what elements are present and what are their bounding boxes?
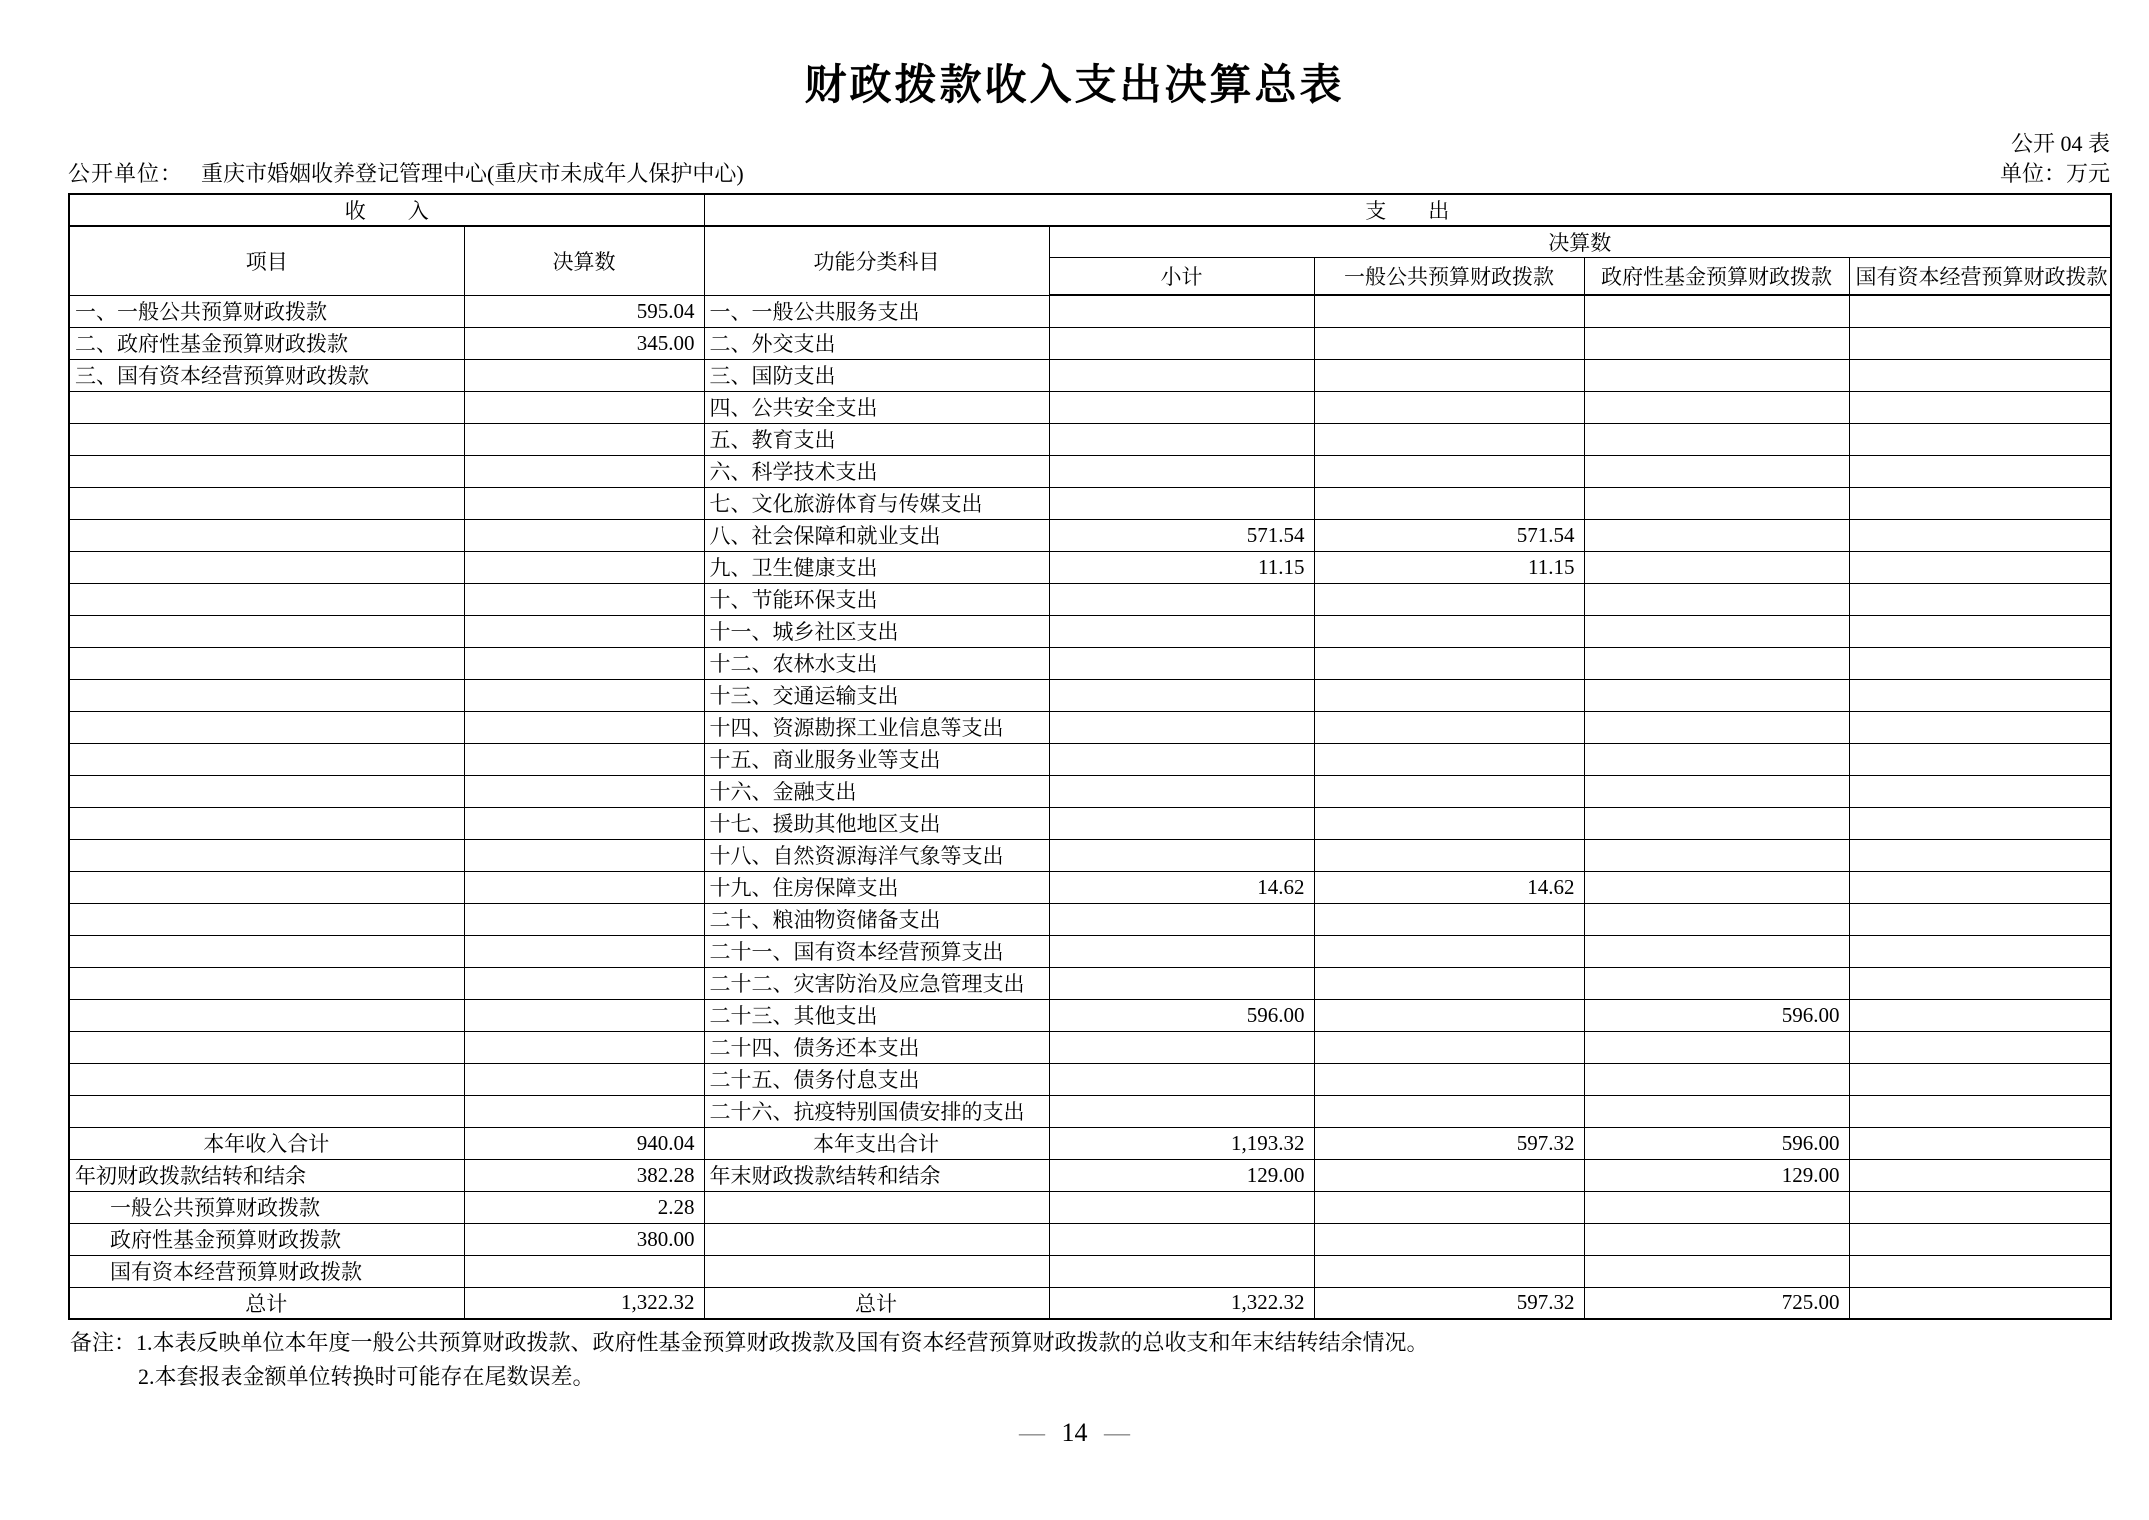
income-amount-cell xyxy=(464,647,704,679)
income-item-cell xyxy=(69,679,464,711)
general-budget-cell xyxy=(1314,743,1584,775)
income-item-cell: 二、政府性基金预算财政拨款 xyxy=(69,327,464,359)
table-row xyxy=(69,1287,2111,1319)
unit-label: 单位：万元 xyxy=(1999,160,2110,186)
income-amount-cell xyxy=(464,615,704,647)
income-item-cell xyxy=(69,551,464,583)
subtotal-cell xyxy=(1049,711,1314,743)
expense-item-cell: 二十一、国有资本经营预算支出 xyxy=(704,935,1049,967)
table-header-row xyxy=(69,226,2111,258)
income-item-cell xyxy=(69,519,464,551)
income-amount-cell xyxy=(464,935,704,967)
table-row xyxy=(69,519,2111,551)
table-row xyxy=(69,1095,2111,1127)
gov-fund-cell xyxy=(1584,647,1849,679)
income-item-cell xyxy=(69,807,464,839)
expense-item-cell: 十六、金融支出 xyxy=(704,775,1049,807)
general-budget-cell xyxy=(1314,487,1584,519)
table-row xyxy=(69,359,2111,391)
income-amount-cell xyxy=(464,455,704,487)
income-amount-column-header: 决算数 xyxy=(464,226,704,295)
income-item-cell xyxy=(69,1031,464,1063)
state-capital-cell xyxy=(1849,1095,2111,1127)
expense-item-cell: 六、科学技术支出 xyxy=(704,455,1049,487)
income-item-cell xyxy=(69,967,464,999)
subtotal-cell: 11.15 xyxy=(1049,551,1314,583)
subtotal-cell xyxy=(1049,647,1314,679)
publisher-name: 重庆市婚姻收养登记管理中心(重庆市未成年人保护中心) xyxy=(201,160,744,186)
state-capital-cell xyxy=(1849,487,2111,519)
income-amount-cell xyxy=(464,839,704,871)
state-capital-cell xyxy=(1849,615,2111,647)
general-budget-cell xyxy=(1314,391,1584,423)
general-budget-cell xyxy=(1314,839,1584,871)
income-amount-cell: 1,322.32 xyxy=(464,1287,704,1319)
income-item-cell xyxy=(69,487,464,519)
income-amount-cell xyxy=(464,903,704,935)
general-budget-cell xyxy=(1314,1223,1584,1255)
income-amount-cell xyxy=(464,807,704,839)
subtotal-cell xyxy=(1049,775,1314,807)
gov-fund-cell xyxy=(1584,359,1849,391)
general-budget-cell xyxy=(1314,1031,1584,1063)
general-budget-cell xyxy=(1314,295,1584,327)
income-item-cell xyxy=(69,1095,464,1127)
expense-item-cell: 十、节能环保支出 xyxy=(704,583,1049,615)
general-budget-cell xyxy=(1314,935,1584,967)
subtotal-cell xyxy=(1049,1223,1314,1255)
state-capital-cell xyxy=(1849,647,2111,679)
gov-fund-cell xyxy=(1584,871,1849,903)
income-amount-cell xyxy=(464,519,704,551)
income-amount-cell xyxy=(464,551,704,583)
income-item-cell xyxy=(69,839,464,871)
expense-item-cell: 三、国防支出 xyxy=(704,359,1049,391)
income-item-cell xyxy=(69,1063,464,1095)
gov-fund-cell xyxy=(1584,1223,1849,1255)
income-item-cell xyxy=(69,423,464,455)
gov-fund-cell xyxy=(1584,679,1849,711)
subtotal-cell: 596.00 xyxy=(1049,999,1314,1031)
state-capital-cell xyxy=(1849,583,2111,615)
subtotal-cell xyxy=(1049,391,1314,423)
expense-item-cell: 七、文化旅游体育与传媒支出 xyxy=(704,487,1049,519)
general-budget-cell: 597.32 xyxy=(1314,1127,1584,1159)
income-item-cell xyxy=(69,935,464,967)
table-row xyxy=(69,455,2111,487)
notes-line-2: 2.本套报表金额单位转换时可能存在尾数误差。 xyxy=(138,1363,595,1389)
table-row xyxy=(69,487,2111,519)
general-budget-cell xyxy=(1314,647,1584,679)
table-row xyxy=(69,1191,2111,1223)
general-budget-cell: 571.54 xyxy=(1314,519,1584,551)
table-body xyxy=(69,295,2111,1319)
income-amount-cell xyxy=(464,679,704,711)
general-budget-cell xyxy=(1314,775,1584,807)
income-item-cell xyxy=(69,647,464,679)
general-budget-cell xyxy=(1314,1255,1584,1287)
income-amount-cell: 2.28 xyxy=(464,1191,704,1223)
document-meta xyxy=(68,130,2110,187)
income-amount-cell xyxy=(464,999,704,1031)
subtotal-cell xyxy=(1049,455,1314,487)
income-item-cell xyxy=(69,391,464,423)
page-title: 财政拨款收入支出决算总表 xyxy=(804,63,1345,109)
subtotal-cell xyxy=(1049,903,1314,935)
income-item-cell xyxy=(69,775,464,807)
general-budget-cell xyxy=(1314,999,1584,1031)
subtotal-cell xyxy=(1049,935,1314,967)
subtotal-cell xyxy=(1049,1255,1314,1287)
notes xyxy=(70,1328,2112,1391)
income-item-cell: 一般公共预算财政拨款 xyxy=(69,1191,464,1223)
table-row xyxy=(69,615,2111,647)
gov-fund-cell xyxy=(1584,295,1849,327)
gov-fund-cell xyxy=(1584,807,1849,839)
state-capital-column-header: 国有资本经营预算财政拨款 xyxy=(1849,258,2111,296)
income-item-cell xyxy=(69,743,464,775)
general-budget-cell xyxy=(1314,359,1584,391)
state-capital-cell xyxy=(1849,679,2111,711)
state-capital-cell xyxy=(1849,1127,2111,1159)
table-row xyxy=(69,647,2111,679)
general-budget-cell xyxy=(1314,423,1584,455)
table-row xyxy=(69,711,2111,743)
subtotal-cell: 571.54 xyxy=(1049,519,1314,551)
expense-item-cell xyxy=(704,1191,1049,1223)
gov-fund-cell xyxy=(1584,455,1849,487)
subtotal-cell xyxy=(1049,807,1314,839)
income-amount-cell xyxy=(464,1095,704,1127)
table-row xyxy=(69,807,2111,839)
gov-fund-cell xyxy=(1584,839,1849,871)
general-budget-cell xyxy=(1314,903,1584,935)
gov-fund-cell xyxy=(1584,583,1849,615)
income-amount-cell xyxy=(464,711,704,743)
income-item-cell xyxy=(69,583,464,615)
general-budget-cell xyxy=(1314,583,1584,615)
table-row xyxy=(69,775,2111,807)
expense-item-cell: 九、卫生健康支出 xyxy=(704,551,1049,583)
state-capital-cell xyxy=(1849,551,2111,583)
gov-fund-cell xyxy=(1584,1255,1849,1287)
income-amount-cell: 940.04 xyxy=(464,1127,704,1159)
general-budget-cell: 14.62 xyxy=(1314,871,1584,903)
expense-item-cell: 十九、住房保障支出 xyxy=(704,871,1049,903)
gov-fund-cell: 725.00 xyxy=(1584,1287,1849,1319)
income-amount-cell xyxy=(464,1031,704,1063)
publisher-label: 公开单位： xyxy=(68,160,184,186)
table-row xyxy=(69,871,2111,903)
gov-fund-cell xyxy=(1584,903,1849,935)
general-budget-cell xyxy=(1314,1063,1584,1095)
gov-fund-cell xyxy=(1584,551,1849,583)
state-capital-cell xyxy=(1849,903,2111,935)
income-section-header: 收 入 xyxy=(69,194,704,226)
expense-item-cell: 二十五、债务付息支出 xyxy=(704,1063,1049,1095)
subtotal-cell xyxy=(1049,967,1314,999)
general-budget-cell xyxy=(1314,1159,1584,1191)
table-row xyxy=(69,935,2111,967)
table-row xyxy=(69,391,2111,423)
state-capital-cell xyxy=(1849,871,2111,903)
income-amount-cell xyxy=(464,487,704,519)
state-capital-cell xyxy=(1849,327,2111,359)
state-capital-cell xyxy=(1849,711,2111,743)
gov-fund-cell xyxy=(1584,775,1849,807)
publisher xyxy=(68,160,744,188)
expense-item-cell: 五、教育支出 xyxy=(704,423,1049,455)
subtotal-cell xyxy=(1049,679,1314,711)
subtotal-cell xyxy=(1049,743,1314,775)
income-item-cell: 国有资本经营预算财政拨款 xyxy=(69,1255,464,1287)
table-row xyxy=(69,423,2111,455)
state-capital-cell xyxy=(1849,1191,2111,1223)
general-budget-cell xyxy=(1314,807,1584,839)
state-capital-cell xyxy=(1849,1063,2111,1095)
expense-item-cell: 八、社会保障和就业支出 xyxy=(704,519,1049,551)
general-budget-column-header: 一般公共预算财政拨款 xyxy=(1314,258,1584,296)
income-item-cell: 总计 xyxy=(69,1287,464,1319)
gov-fund-cell xyxy=(1584,935,1849,967)
income-amount-cell xyxy=(464,967,704,999)
table-row xyxy=(69,1255,2111,1287)
general-budget-cell: 11.15 xyxy=(1314,551,1584,583)
income-amount-cell xyxy=(464,391,704,423)
general-budget-cell xyxy=(1314,967,1584,999)
income-item-cell xyxy=(69,615,464,647)
expense-item-cell: 本年支出合计 xyxy=(704,1127,1049,1159)
income-item-cell: 一、一般公共预算财政拨款 xyxy=(69,295,464,327)
state-capital-cell xyxy=(1849,1031,2111,1063)
state-capital-cell xyxy=(1849,999,2111,1031)
subtotal-cell: 1,322.32 xyxy=(1049,1287,1314,1319)
table-header-row xyxy=(69,194,2111,226)
table-row xyxy=(69,1223,2111,1255)
expense-item-cell: 年末财政拨款结转和结余 xyxy=(704,1159,1049,1191)
gov-fund-cell xyxy=(1584,391,1849,423)
general-budget-cell xyxy=(1314,615,1584,647)
expense-item-cell: 十三、交通运输支出 xyxy=(704,679,1049,711)
state-capital-cell xyxy=(1849,1159,2111,1191)
table-code: 公开 04 表 xyxy=(2010,131,2110,156)
state-capital-cell xyxy=(1849,1287,2111,1319)
subtotal-cell xyxy=(1049,295,1314,327)
page-number-dash-right: — xyxy=(1104,1418,1130,1447)
general-budget-cell xyxy=(1314,711,1584,743)
state-capital-cell xyxy=(1849,935,2111,967)
gov-fund-cell xyxy=(1584,1095,1849,1127)
gov-fund-cell: 596.00 xyxy=(1584,999,1849,1031)
subtotal-cell xyxy=(1049,1063,1314,1095)
subtotal-cell xyxy=(1049,359,1314,391)
income-amount-cell xyxy=(464,359,704,391)
income-item-cell: 年初财政拨款结转和结余 xyxy=(69,1159,464,1191)
page-number-value: 14 xyxy=(1061,1418,1088,1447)
expense-item-cell: 十七、援助其他地区支出 xyxy=(704,807,1049,839)
gov-fund-cell xyxy=(1584,615,1849,647)
state-capital-cell xyxy=(1849,743,2111,775)
table-row xyxy=(69,1159,2111,1191)
subtotal-cell xyxy=(1049,423,1314,455)
income-item-cell: 本年收入合计 xyxy=(69,1127,464,1159)
state-capital-cell xyxy=(1849,839,2111,871)
state-capital-cell xyxy=(1849,807,2111,839)
table-row xyxy=(69,551,2111,583)
general-budget-cell xyxy=(1314,455,1584,487)
general-budget-cell: 597.32 xyxy=(1314,1287,1584,1319)
income-item-cell xyxy=(69,455,464,487)
expense-item-cell: 二、外交支出 xyxy=(704,327,1049,359)
gov-fund-column-header: 政府性基金预算财政拨款 xyxy=(1584,258,1849,296)
gov-fund-cell xyxy=(1584,1031,1849,1063)
table-row xyxy=(69,295,2111,327)
general-budget-cell xyxy=(1314,1095,1584,1127)
income-amount-cell: 380.00 xyxy=(464,1223,704,1255)
income-item-cell: 政府性基金预算财政拨款 xyxy=(69,1223,464,1255)
expense-section-header: 支 出 xyxy=(704,194,2111,226)
table-row xyxy=(69,1031,2111,1063)
table-row xyxy=(69,903,2111,935)
expense-item-cell: 二十二、灾害防治及应急管理支出 xyxy=(704,967,1049,999)
state-capital-cell xyxy=(1849,1255,2111,1287)
expense-item-cell: 二十、粮油物资储备支出 xyxy=(704,903,1049,935)
table-row xyxy=(69,583,2111,615)
subtotal-cell xyxy=(1049,615,1314,647)
gov-fund-cell xyxy=(1584,711,1849,743)
income-amount-cell: 345.00 xyxy=(464,327,704,359)
table-row xyxy=(69,967,2111,999)
gov-fund-cell xyxy=(1584,487,1849,519)
expense-item-cell: 二十六、抗疫特别国债安排的支出 xyxy=(704,1095,1049,1127)
page-number xyxy=(0,1418,2149,1448)
gov-fund-cell xyxy=(1584,743,1849,775)
income-item-cell xyxy=(69,711,464,743)
summary-table xyxy=(68,193,2112,1320)
expense-item-cell: 十二、农林水支出 xyxy=(704,647,1049,679)
table-row xyxy=(69,999,2111,1031)
subtotal-cell: 1,193.32 xyxy=(1049,1127,1314,1159)
subtotal-cell xyxy=(1049,1191,1314,1223)
state-capital-cell xyxy=(1849,455,2111,487)
gov-fund-cell xyxy=(1584,423,1849,455)
expense-item-cell: 一、一般公共服务支出 xyxy=(704,295,1049,327)
subtotal-cell xyxy=(1049,1031,1314,1063)
state-capital-cell xyxy=(1849,423,2111,455)
subtotal-cell xyxy=(1049,839,1314,871)
gov-fund-cell xyxy=(1584,327,1849,359)
state-capital-cell xyxy=(1849,1223,2111,1255)
general-budget-cell xyxy=(1314,327,1584,359)
table-row xyxy=(69,1063,2111,1095)
subtotal-cell: 14.62 xyxy=(1049,871,1314,903)
general-budget-cell xyxy=(1314,679,1584,711)
notes-label: 备注： xyxy=(70,1330,137,1355)
income-item-cell xyxy=(69,999,464,1031)
gov-fund-cell xyxy=(1584,1191,1849,1223)
income-amount-cell xyxy=(464,1255,704,1287)
income-item-cell xyxy=(69,903,464,935)
expense-amount-group-header: 决算数 xyxy=(1049,226,2111,258)
state-capital-cell xyxy=(1849,359,2111,391)
income-amount-cell: 382.28 xyxy=(464,1159,704,1191)
state-capital-cell xyxy=(1849,295,2111,327)
income-amount-cell xyxy=(464,423,704,455)
income-amount-cell xyxy=(464,1063,704,1095)
table-row xyxy=(69,743,2111,775)
subtotal-cell: 129.00 xyxy=(1049,1159,1314,1191)
notes-line-1: 1.本表反映单位本年度一般公共预算财政拨款、政府性基金预算财政拨款及国有资本经营预算财政拨款的总收支和年末结转结余情况。 xyxy=(136,1330,1429,1355)
gov-fund-cell xyxy=(1584,967,1849,999)
gov-fund-cell: 129.00 xyxy=(1584,1159,1849,1191)
expense-item-cell: 十八、自然资源海洋气象等支出 xyxy=(704,839,1049,871)
expense-item-cell xyxy=(704,1223,1049,1255)
subtotal-cell xyxy=(1049,583,1314,615)
gov-fund-cell xyxy=(1584,519,1849,551)
table-row xyxy=(69,1127,2111,1159)
state-capital-cell xyxy=(1849,391,2111,423)
income-amount-cell xyxy=(464,775,704,807)
income-item-column-header: 项目 xyxy=(69,226,464,295)
gov-fund-cell: 596.00 xyxy=(1584,1127,1849,1159)
expense-item-cell: 总计 xyxy=(704,1287,1049,1319)
state-capital-cell xyxy=(1849,775,2111,807)
expense-item-column-header: 功能分类科目 xyxy=(704,226,1049,295)
expense-item-cell: 二十三、其他支出 xyxy=(704,999,1049,1031)
expense-item-cell: 十一、城乡社区支出 xyxy=(704,615,1049,647)
state-capital-cell xyxy=(1849,519,2111,551)
expense-item-cell: 十四、资源勘探工业信息等支出 xyxy=(704,711,1049,743)
income-amount-cell xyxy=(464,583,704,615)
expense-item-cell xyxy=(704,1255,1049,1287)
gov-fund-cell xyxy=(1584,1063,1849,1095)
subtotal-cell xyxy=(1049,1095,1314,1127)
income-item-cell xyxy=(69,871,464,903)
expense-item-cell: 十五、商业服务业等支出 xyxy=(704,743,1049,775)
income-amount-cell xyxy=(464,871,704,903)
expense-item-cell: 四、公共安全支出 xyxy=(704,391,1049,423)
income-item-cell: 三、国有资本经营预算财政拨款 xyxy=(69,359,464,391)
table-row xyxy=(69,327,2111,359)
income-amount-cell: 595.04 xyxy=(464,295,704,327)
state-capital-cell xyxy=(1849,967,2111,999)
table-row xyxy=(69,839,2111,871)
page-number-dash-left: — xyxy=(1019,1418,1045,1447)
subtotal-column-header: 小计 xyxy=(1049,258,1314,296)
table-row xyxy=(69,679,2111,711)
subtotal-cell xyxy=(1049,487,1314,519)
expense-item-cell: 二十四、债务还本支出 xyxy=(704,1031,1049,1063)
income-amount-cell xyxy=(464,743,704,775)
general-budget-cell xyxy=(1314,1191,1584,1223)
subtotal-cell xyxy=(1049,327,1314,359)
